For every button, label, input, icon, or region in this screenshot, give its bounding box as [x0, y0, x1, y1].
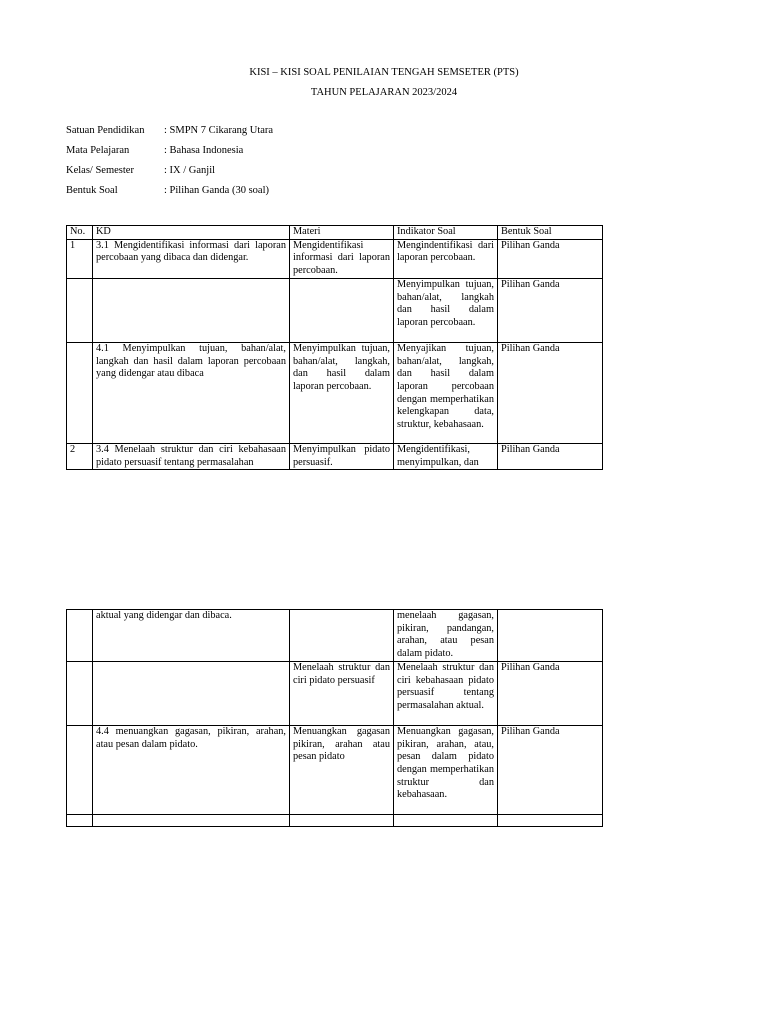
- cell-kd: 4.1 Menyimpulkan tujuan, bahan/alat, langkah dan hasil dalam laporan percobaan yang didengar atau dibaca: [93, 342, 290, 443]
- table-row: [67, 725, 603, 814]
- meta-value: : SMPN 7 Cikarang Utara: [164, 125, 274, 136]
- document-title: KISI – KISI SOAL PENILAIAN TENGAH SEMSETER (PTS): [249, 67, 519, 78]
- cell-bentuk: [498, 814, 603, 826]
- meta-value: : IX / Ganjil: [164, 165, 216, 176]
- cell-indikator: [394, 814, 498, 826]
- table-row: [67, 661, 603, 725]
- cell-indikator-text: Mengidentifikasi, menyimpulkan, dan: [397, 443, 479, 468]
- kisi-table-page-2: [66, 609, 603, 827]
- cell-indikator: Mengindentifikasi dari laporan percobaan.: [394, 239, 498, 278]
- cell-bentuk: Pilihan Ganda: [498, 443, 603, 469]
- cell-kd: [93, 814, 290, 826]
- document-subtitle: TAHUN PELAJARAN 2023/2024: [310, 87, 458, 98]
- cell-indikator: Menyajikan tujuan, bahan/alat, langkah, dan hasil dalam laporan percobaan dengan memperhatikan kelengkapan data, struktur, kebahasaan.: [394, 342, 498, 443]
- cell-indikator: Menyimpulkan tujuan, bahan/alat, langkah dan hasil dalam laporan percobaan.: [394, 278, 498, 342]
- meta-label: Satuan Pendidikan: [66, 125, 145, 136]
- cell-materi: Mengidentifikasi informasi dari laporan percobaan.: [290, 239, 394, 278]
- cell-bentuk: [498, 610, 603, 662]
- cell-no: 2: [67, 443, 93, 469]
- table-row: [67, 610, 603, 662]
- cell-kd: [93, 443, 290, 469]
- cell-indikator: Menuangkan gagasan, pikiran, arahan, atau, pesan dalam pidato dengan memperhatikan struktur dan kebahasaan.: [394, 725, 498, 814]
- cell-bentuk: Pilihan Ganda: [498, 239, 603, 278]
- cell-materi: Menyimpulkan pidato persuasif.: [290, 443, 394, 469]
- cell-kd: 4.4 menuangkan gagasan, pikiran, arahan, atau pesan dalam pidato.: [93, 725, 290, 814]
- cell-kd: aktual yang didengar dan dibaca.: [93, 610, 290, 662]
- cell-kd-text: 3.4 Menelaah struktur dan ciri kebahasaan pidato persuasif tentang permasalahan: [96, 443, 286, 468]
- cell-kd: [93, 278, 290, 342]
- header-bentuk: Bentuk Soal: [498, 226, 603, 240]
- table-row: [67, 342, 603, 443]
- kisi-table-page-1: [66, 225, 603, 470]
- table-row: [67, 443, 603, 469]
- cell-no: [67, 725, 93, 814]
- cell-no: [67, 610, 93, 662]
- header-materi: Materi: [290, 226, 394, 240]
- table-row: [67, 814, 603, 826]
- table-header-row: [67, 226, 603, 240]
- cell-no: [67, 342, 93, 443]
- cell-kd: 3.1 Mengidentifikasi informasi dari laporan percobaan yang dibaca dan didengar.: [93, 239, 290, 278]
- meta-label: Bentuk Soal: [66, 185, 118, 196]
- table-row: [67, 278, 603, 342]
- cell-no: [67, 661, 93, 725]
- cell-materi: Menuangkan gagasan pikiran, arahan atau pesan pidato: [290, 725, 394, 814]
- cell-materi: [290, 610, 394, 662]
- cell-kd: [93, 661, 290, 725]
- cell-no: [67, 814, 93, 826]
- cell-bentuk: Pilihan Ganda: [498, 725, 603, 814]
- meta-value: : Bahasa Indonesia: [164, 145, 244, 156]
- cell-materi: [290, 278, 394, 342]
- header-kd: KD: [93, 226, 290, 240]
- meta-label: Mata Pelajaran: [66, 145, 130, 156]
- cell-indikator: Menelaah struktur dan ciri kebahasaan pidato persuasif tentang permasalahan aktual.: [394, 661, 498, 725]
- cell-materi: Menelaah struktur dan ciri pidato persuasif: [290, 661, 394, 725]
- cell-materi: [290, 814, 394, 826]
- cell-no: 1: [67, 239, 93, 278]
- table-row: [67, 239, 603, 278]
- meta-label: Kelas/ Semester: [66, 165, 134, 176]
- header-indikator: Indikator Soal: [394, 226, 498, 240]
- cell-indikator: menelaah gagasan, pikiran, pandangan, arahan, atau pesan dalam pidato.: [394, 610, 498, 662]
- cell-materi: Menyimpulkan tujuan, bahan/alat, langkah, dan hasil dalam laporan percobaan.: [290, 342, 394, 443]
- header-no: No.: [67, 226, 93, 240]
- meta-value: : Pilihan Ganda (30 soal): [164, 185, 269, 196]
- cell-indikator: [394, 443, 498, 469]
- cell-bentuk: Pilihan Ganda: [498, 278, 603, 342]
- cell-bentuk: Pilihan Ganda: [498, 342, 603, 443]
- cell-bentuk: Pilihan Ganda: [498, 661, 603, 725]
- cell-no: [67, 278, 93, 342]
